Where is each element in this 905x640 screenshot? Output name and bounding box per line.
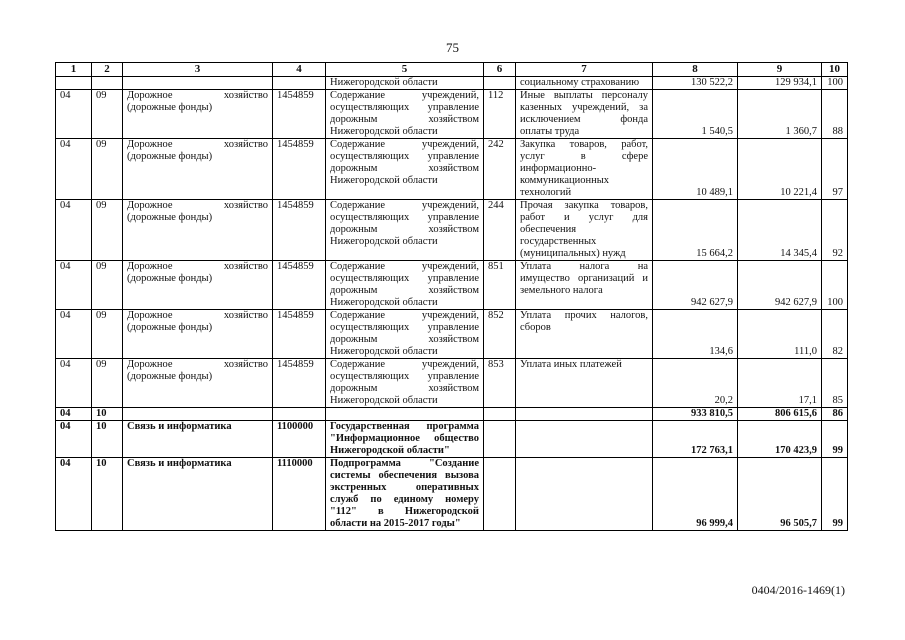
- table-cell: Связь и информатика: [123, 458, 273, 531]
- page-number: 75: [446, 40, 459, 55]
- table-cell: Содержание учреждений, осуществляющих управление дорожным хозяйством Нижегородской области: [326, 310, 484, 359]
- table-row: [56, 90, 848, 139]
- subtotal-row: [56, 408, 848, 421]
- table-cell: 14 345,4: [738, 200, 822, 261]
- table-cell: 244: [484, 200, 516, 261]
- table-cell: 92: [822, 200, 848, 261]
- table-cell: 04: [56, 139, 92, 200]
- table-cell: 10: [92, 421, 123, 458]
- table-cell: [516, 458, 653, 531]
- table-cell: 806 615,6: [738, 408, 822, 421]
- table-cell: 86: [822, 408, 848, 421]
- table-cell: 1454859: [273, 261, 326, 310]
- table-cell: 04: [56, 310, 92, 359]
- table-cell: Содержание учреждений, осуществляющих управление дорожным хозяйством Нижегородской области: [326, 261, 484, 310]
- table-cell: [326, 408, 484, 421]
- table-cell: Дорожное хозяйство (дорожные фонды): [123, 139, 273, 200]
- table-cell: Связь и информатика: [123, 421, 273, 458]
- table-row: [56, 310, 848, 359]
- table-cell: Содержание учреждений, осуществляющих управление дорожным хозяйством Нижегородской области: [326, 359, 484, 408]
- table-cell: [484, 408, 516, 421]
- table-cell: Содержание учреждений, осуществляющих управление дорожным хозяйством Нижегородской области: [326, 200, 484, 261]
- continuation-row: [56, 77, 848, 90]
- table-cell: [516, 408, 653, 421]
- header-cell: 2: [92, 63, 123, 77]
- header-cell: 10: [822, 63, 848, 77]
- table-cell: 04: [56, 408, 92, 421]
- table-cell: 04: [56, 421, 92, 458]
- table-cell: Иные выплаты персоналу казенных учреждений, за исключением фонда оплаты труда: [516, 90, 653, 139]
- table-cell: 1110000: [273, 458, 326, 531]
- table-cell: 97: [822, 139, 848, 200]
- table-cell: 1454859: [273, 310, 326, 359]
- table-cell: Дорожное хозяйство (дорожные фонды): [123, 359, 273, 408]
- table-cell: Подпрограмма "Создание системы обеспечения вызова экстренных оперативных служб по единому номеру "112" в Нижегородской области на 2015-2017 годы": [326, 458, 484, 531]
- table-cell: 130 522,2: [653, 77, 738, 90]
- table-cell: 10 221,4: [738, 139, 822, 200]
- table-cell: 09: [92, 200, 123, 261]
- table-cell: 99: [822, 458, 848, 531]
- table-cell: 82: [822, 310, 848, 359]
- table-cell: 10: [92, 408, 123, 421]
- table-cell: 1454859: [273, 90, 326, 139]
- header-row: [56, 63, 848, 77]
- table-cell: 20,2: [653, 359, 738, 408]
- header-cell: 3: [123, 63, 273, 77]
- table-cell: 85: [822, 359, 848, 408]
- table-cell: 09: [92, 90, 123, 139]
- table-cell: 96 505,7: [738, 458, 822, 531]
- header-cell: 7: [516, 63, 653, 77]
- header-cell: 5: [326, 63, 484, 77]
- table-cell: 1 540,5: [653, 90, 738, 139]
- table-cell: [516, 421, 653, 458]
- table-cell: 134,6: [653, 310, 738, 359]
- table-cell: 129 934,1: [738, 77, 822, 90]
- table-cell: [123, 408, 273, 421]
- header-cell: 9: [738, 63, 822, 77]
- table-cell: [273, 408, 326, 421]
- table-cell: Уплата налога на имущество организаций и земельного налога: [516, 261, 653, 310]
- program-row: [56, 458, 848, 531]
- table-cell: 942 627,9: [738, 261, 822, 310]
- table-cell: 04: [56, 200, 92, 261]
- table-cell: 111,0: [738, 310, 822, 359]
- table-row: [56, 139, 848, 200]
- table-cell: 1454859: [273, 359, 326, 408]
- table-cell: Содержание учреждений, осуществляющих управление дорожным хозяйством Нижегородской области: [326, 90, 484, 139]
- table-cell: 09: [92, 261, 123, 310]
- table-cell: 933 810,5: [653, 408, 738, 421]
- table-cell: 170 423,9: [738, 421, 822, 458]
- table-cell: 1454859: [273, 139, 326, 200]
- table-cell: 112: [484, 90, 516, 139]
- header-cell: 1: [56, 63, 92, 77]
- table-cell: Уплата иных платежей: [516, 359, 653, 408]
- table-cell: социальному страхованию: [516, 77, 653, 90]
- table-cell: 852: [484, 310, 516, 359]
- table-cell: 04: [56, 458, 92, 531]
- table-cell: 172 763,1: [653, 421, 738, 458]
- table-cell: [484, 421, 516, 458]
- table-cell: 10 489,1: [653, 139, 738, 200]
- table-row: [56, 261, 848, 310]
- budget-table: [55, 62, 848, 531]
- document-code: 0404/2016-1469(1): [751, 583, 845, 597]
- table-cell: 100: [822, 261, 848, 310]
- table-cell: Закупка товаров, работ, услуг в сфере информационно- коммуникационных технологий: [516, 139, 653, 200]
- table-cell: 99: [822, 421, 848, 458]
- table-cell: Государственная программа "Информационное общество Нижегородской области": [326, 421, 484, 458]
- table-cell: 04: [56, 90, 92, 139]
- table-row: [56, 200, 848, 261]
- table-cell: 04: [56, 261, 92, 310]
- table-row: [56, 359, 848, 408]
- table-cell: 96 999,4: [653, 458, 738, 531]
- table-cell: 851: [484, 261, 516, 310]
- table-cell: 88: [822, 90, 848, 139]
- table-cell: 17,1: [738, 359, 822, 408]
- table-cell: 242: [484, 139, 516, 200]
- table-cell: 04: [56, 359, 92, 408]
- table-cell: 09: [92, 139, 123, 200]
- table-cell: 1100000: [273, 421, 326, 458]
- table-cell: 1454859: [273, 200, 326, 261]
- program-row: [56, 421, 848, 458]
- table-cell: 09: [92, 359, 123, 408]
- table-cell: 15 664,2: [653, 200, 738, 261]
- table-cell: Дорожное хозяйство (дорожные фонды): [123, 261, 273, 310]
- header-cell: 8: [653, 63, 738, 77]
- table-cell: 853: [484, 359, 516, 408]
- header-cell: 4: [273, 63, 326, 77]
- table-cell: 100: [822, 77, 848, 90]
- table-cell: 942 627,9: [653, 261, 738, 310]
- table-cell: Дорожное хозяйство (дорожные фонды): [123, 200, 273, 261]
- table-cell: Прочая закупка товаров, работ и услуг для обеспечения государственных (муниципальных) нужд: [516, 200, 653, 261]
- table-cell: 10: [92, 458, 123, 531]
- table-cell: 1 360,7: [738, 90, 822, 139]
- table-cell: Дорожное хозяйство (дорожные фонды): [123, 90, 273, 139]
- table-cell: Содержание учреждений, осуществляющих управление дорожным хозяйством Нижегородской области: [326, 139, 484, 200]
- table-cell: Дорожное хозяйство (дорожные фонды): [123, 310, 273, 359]
- table-cell: [484, 458, 516, 531]
- table-cell: Нижегородской области: [326, 77, 484, 90]
- table-cell: Уплата прочих налогов, сборов: [516, 310, 653, 359]
- table-cell: 09: [92, 310, 123, 359]
- header-cell: 6: [484, 63, 516, 77]
